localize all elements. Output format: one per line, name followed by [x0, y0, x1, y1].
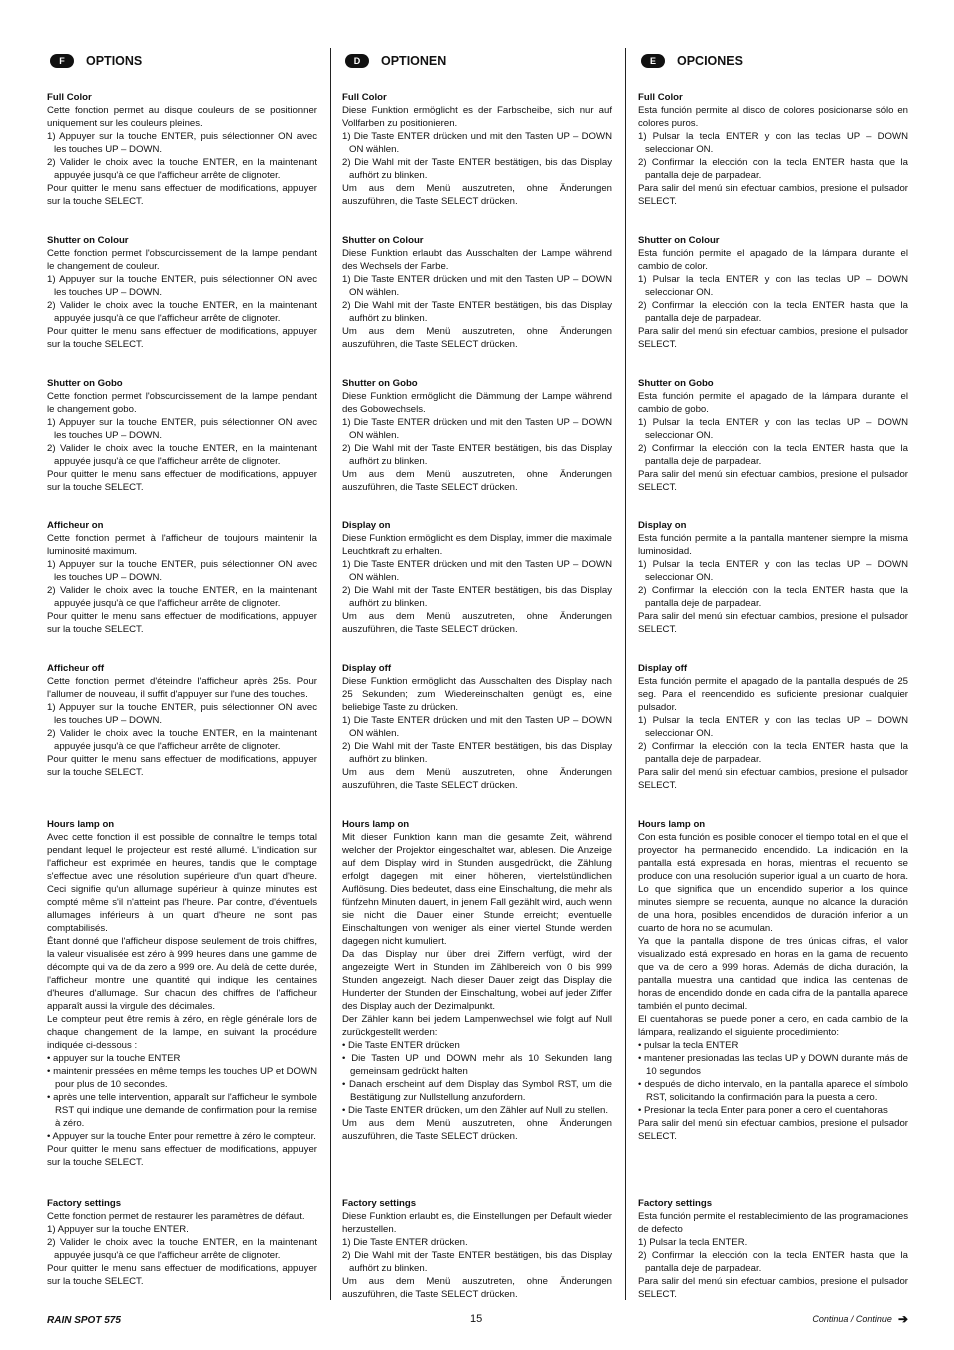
option-section — [342, 234, 612, 351]
paragraph: Para salir del menú sin efectuar cambios, presione el pulsador SELECT. — [638, 326, 908, 350]
option-section — [47, 662, 317, 779]
paragraph: Diese Funktion ermöglicht es dem Display, immer die maximale Leuchtkraft zu erhalten. — [342, 533, 612, 557]
bullet-item: • pulsar la tecla ENTER — [638, 1040, 739, 1051]
paragraph: Ya que la pantalla dispone de tres únicas cifras, el valor visualizado está expresado en horas en la gama de recuento que va de cero a 999 horas. Además de dicha duración, la pantalla muestra una cantidad que indica las centenas de horas de encendido donde en cada cifra de la pantalla aparece también el punto decimal. — [638, 936, 908, 1012]
option-section — [47, 234, 317, 351]
column-title: OPTIONEN — [381, 54, 447, 68]
numbered-step: 1) Die Taste ENTER drücken und mit den Tasten UP – DOWN ON wählen. — [342, 131, 612, 155]
paragraph: Esta función permite al disco de colores posicionarse sólo en colores puros. — [638, 105, 908, 129]
paragraph: Pour quitter le menu sans effectuer de modifications, appuyer sur la touche SELECT. — [47, 611, 317, 635]
option-section — [638, 818, 908, 1143]
option-section — [342, 662, 612, 792]
paragraph: Esta función permite el apagado de la pantalla después de 25 seg. Para el reencendido es suficiente presionar cualquier pulsador. — [638, 676, 908, 713]
numbered-step: 1) Appuyer sur la touche ENTER. — [47, 1224, 189, 1235]
continue-label: Continua / Continue — [812, 1314, 892, 1324]
paragraph: Um aus dem Menü auszutreten, ohne Änderungen auszuführen, die Taste SELECT drücken. — [342, 611, 612, 635]
paragraph: Con esta función es posible conocer el tiempo total en el que el proyector ha permanecido encendido. La indicación en la pantalla está expresada en horas, mientras el recuento se produce con una resolución superior igual a un cuarto de hora. Lo que significa que un encendido superior a los quince minutes siempre se recuenta, aunque no alcance la duración de una hora, posibles encendidos de duración inferior a un cuarto de hora no se acumulan. — [638, 832, 908, 934]
numbered-step: 1) Pulsar la tecla ENTER. — [638, 1237, 748, 1248]
paragraph: Esta función permite el apagado de la lámpara durante el cambio de color. — [638, 248, 908, 272]
option-section — [342, 519, 612, 636]
option-section — [342, 818, 612, 1143]
option-section — [638, 662, 908, 792]
section-title: Shutter on Colour — [47, 235, 129, 246]
numbered-step: 1) Pulsar la tecla ENTER y con las teclas UP – DOWN seleccionar ON. — [638, 417, 908, 441]
paragraph: Diese Funktion ermöglicht die Dämmung der Lampe während des Gobowechsels. — [342, 391, 612, 415]
section-title: Display off — [342, 663, 392, 674]
column-divider — [330, 48, 331, 1300]
bullet-item: • Die Tasten UP und DOWN mehr als 10 Sekunden lang gemeinsam gedrückt halten — [342, 1053, 612, 1077]
numbered-step: 2) Die Wahl mit der Taste ENTER bestätigen, bis das Display aufhört zu blinken. — [342, 1250, 612, 1274]
paragraph: Cette fonction permet l'obscurcissement de la lampe pendant le changement de couleur. — [47, 248, 317, 272]
column-heading — [641, 52, 908, 70]
language-badge: D — [345, 54, 369, 68]
option-section — [638, 91, 908, 208]
paragraph: Para salir del menú sin efectuar cambios, presione el pulsador SELECT. — [638, 611, 908, 635]
option-section — [342, 91, 612, 208]
section-title: Factory settings — [342, 1198, 417, 1209]
paragraph: Para salir del menú sin efectuar cambios, presione el pulsador SELECT. — [638, 469, 908, 493]
option-section — [638, 1197, 908, 1301]
option-section — [342, 1197, 612, 1301]
paragraph: Diese Funktion erlaubt das Ausschalten der Lampe während des Wechsels der Farbe. — [342, 248, 612, 272]
numbered-step: 1) Die Taste ENTER drücken und mit den Tasten UP – DOWN ON wählen. — [342, 559, 612, 583]
paragraph: Cette fonction permet d'éteindre l'afficheur après 25s. Pour l'allumer de nouveau, il suffit d'appuyer sur l'une des touches. — [47, 676, 317, 700]
option-section — [47, 377, 317, 494]
paragraph: Mit dieser Funktion kann man die gesamte Zeit, während welcher der Projektor eingeschaltet war, ablesen. Die Anzeige auf dem Display wird in Stunden ausgedrückt, die Zählung erfolgt dagegen mit einer höheren, viertelstündlichen Auflösung. Dies bedeutet, dass eine Einschaltung, die mehr als fünfzehn Minuten dauert, in jenem Fall gezählt wird, auch wenn sie nicht die Dauer einer Stunde erreicht; eventuelle Einschaltungen von weniger als einer viertel Stunde werden dagegen nicht kumuliert. — [342, 832, 612, 947]
section-title: Shutter on Gobo — [638, 378, 714, 389]
numbered-step: 2) Confirmar la elección con la tecla ENTER hasta que la pantalla deje de parpadear. — [638, 741, 908, 765]
column-divider — [625, 48, 626, 1300]
column-heading — [50, 52, 317, 70]
paragraph: Diese Funktion erlaubt es, die Einstellungen per Default wieder herzustellen. — [342, 1211, 612, 1235]
paragraph: Pour quitter le menu sans effectuer de modifications, appuyer sur la touche SELECT. — [47, 183, 317, 207]
paragraph: Esta función permite el apagado de la lámpara durante el cambio de gobo. — [638, 391, 908, 415]
paragraph: Der Zähler kann bei jedem Lampenwechsel wie folgt auf Null zurückgestellt werden: — [342, 1014, 612, 1038]
paragraph: Um aus dem Menü auszutreten, ohne Änderungen auszuführen, die Taste SELECT drücken. — [342, 326, 612, 350]
section-title: Display off — [638, 663, 688, 674]
bullet-item: • Die Taste ENTER drücken — [342, 1040, 460, 1051]
paragraph: Um aus dem Menü auszutreten, ohne Änderungen auszuführen, die Taste SELECT drücken. — [342, 1276, 612, 1300]
numbered-step: 2) Valider le choix avec la touche ENTER, en la maintenant appuyée jusqu'à ce que l'afficheur arrête de clignoter. — [47, 300, 317, 324]
page-number: 15 — [470, 1313, 483, 1325]
paragraph: Um aus dem Menü auszutreten, ohne Änderungen auszuführen, die Taste SELECT drücken. — [342, 469, 612, 493]
column-heading — [345, 52, 612, 70]
arrow-right-icon: ➔ — [897, 1312, 908, 1326]
product-name: RAIN SPOT 575 — [47, 1315, 121, 1326]
numbered-step: 1) Appuyer sur la touche ENTER, puis sélectionner ON avec les touches UP – DOWN. — [47, 274, 317, 298]
numbered-step: 1) Appuyer sur la touche ENTER, puis sélectionner ON avec les touches UP – DOWN. — [47, 131, 317, 155]
paragraph: Étant donné que l'afficheur dispose seulement de trois chiffres, la valeur visualisée est zéro à 999 heures dans une gamme de décompte qui va de da zero a 999 ore. Au delà de cette durée, l'afficheur montre une quantité qui indique les centaines d'heures d'allumage. Sur chacun des chiffres de l'afficheur apparaît aussi la virgule des décimales. — [47, 936, 317, 1012]
section-title: Afficheur off — [47, 663, 105, 674]
numbered-step: 1) Pulsar la tecla ENTER y con las teclas UP – DOWN seleccionar ON. — [638, 131, 908, 155]
paragraph: Um aus dem Menü auszutreten, ohne Änderungen auszuführen, die Taste SELECT drücken. — [342, 767, 612, 791]
section-title: Display on — [638, 520, 687, 531]
option-section — [342, 377, 612, 494]
numbered-step: 2) Valider le choix avec la touche ENTER, en la maintenant appuyée jusqu'à ce que l'afficheur arrête de clignoter. — [47, 157, 317, 181]
bullet-item: • appuyer sur la touche ENTER — [47, 1053, 181, 1064]
numbered-step: 2) Die Wahl mit der Taste ENTER bestätigen, bis das Display aufhört zu blinken. — [342, 741, 612, 765]
section-title: Full Color — [342, 92, 387, 103]
paragraph: Esta función permite a la pantalla mantener siempre la misma luminosidad. — [638, 533, 908, 557]
bullet-item: • Die Taste ENTER drücken, um den Zähler auf Null zu stellen. — [342, 1105, 609, 1116]
numbered-step: 2) Confirmar la elección con la tecla ENTER hasta que la pantalla deje de parpadear. — [638, 300, 908, 324]
paragraph: Cette fonction permet à l'afficheur de toujours maintenir la luminosité maximum. — [47, 533, 317, 557]
column-title: OPCIONES — [677, 54, 743, 68]
column-german — [342, 52, 612, 1300]
numbered-step: 2) Valider le choix avec la touche ENTER, en la maintenant appuyée jusqu'à ce que l'afficheur arrête de clignoter. — [47, 443, 317, 467]
numbered-step: 1) Die Taste ENTER drücken und mit den Tasten UP – DOWN ON wählen. — [342, 274, 612, 298]
language-badge: E — [641, 54, 665, 68]
numbered-step: 1) Die Taste ENTER drücken und mit den Tasten UP – DOWN ON wählen. — [342, 417, 612, 441]
section-title: Shutter on Gobo — [342, 378, 418, 389]
section-title: Full Color — [638, 92, 683, 103]
paragraph: Para salir del menú sin efectuar cambios, presione el pulsador SELECT. — [638, 767, 908, 791]
language-badge: F — [50, 54, 74, 68]
section-title: Shutter on Colour — [342, 235, 424, 246]
numbered-step: 2) Confirmar la elección con la tecla ENTER hasta que la pantalla deje de parpadear. — [638, 585, 908, 609]
column-spanish — [638, 52, 908, 1300]
option-section — [47, 818, 317, 1169]
paragraph: Cette fonction permet de restaurer les paramètres de défaut. — [47, 1211, 305, 1222]
paragraph: Diese Funktion ermöglicht es der Farbscheibe, sich nur auf Vollfarben zu positionieren. — [342, 105, 612, 129]
numbered-step: 1) Pulsar la tecla ENTER y con las teclas UP – DOWN seleccionar ON. — [638, 274, 908, 298]
numbered-step: 1) Appuyer sur la touche ENTER, puis sélectionner ON avec les touches UP – DOWN. — [47, 702, 317, 726]
paragraph: Um aus dem Menü auszutreten, ohne Änderungen auszuführen, die Taste SELECT drücken. — [342, 183, 612, 207]
numbered-step: 2) Confirmar la elección con la tecla ENTER hasta que la pantalla deje de parpadear. — [638, 157, 908, 181]
section-title: Shutter on Colour — [638, 235, 720, 246]
section-title: Hours lamp on — [638, 819, 706, 830]
paragraph: Pour quitter le menu sans effectuer de modifications, appuyer sur la touche SELECT. — [47, 1263, 317, 1287]
paragraph: Diese Funktion ermöglicht das Ausschalten des Display nach 25 Sekunden; zum Wiedereinschalten genügt es, eine beliebige Taste zu drücken. — [342, 676, 612, 713]
bullet-item: • Appuyer sur la touche Enter pour remettre à zéro le compteur. — [47, 1131, 316, 1142]
continue-note — [812, 1312, 908, 1326]
paragraph: Pour quitter le menu sans effectuer de modifications, appuyer sur la touche SELECT. — [47, 754, 317, 778]
bullet-item: • después de dicho intervalo, en la pantalla aparece el símbolo RST, solicitando la confirmación para la puesta a cero. — [638, 1079, 908, 1103]
bullet-item: • Danach erscheint auf dem Display das Symbol RST, um die Bestätigung zur Nullstellung anzufordern. — [342, 1079, 612, 1103]
paragraph: Da das Display nur über drei Ziffern verfügt, wird der angezeigte Wert in Stunden im Zählbereich von 0 bis 999 Stunden angezeigt. Nach dieser Dauer zeigt das Display die Hunderter der Stunden der Einschaltung, wobei auf jeder Ziffer des Display auch der Dezimalpunkt. — [342, 949, 612, 1012]
numbered-step: 2) Die Wahl mit der Taste ENTER bestätigen, bis das Display aufhört zu blinken. — [342, 585, 612, 609]
numbered-step: 2) Confirmar la elección con la tecla ENTER hasta que la pantalla deje de parpadear. — [638, 1250, 908, 1274]
paragraph: El cuentahoras se puede poner a cero, en cada cambio de la lámpara, realizando el siguiente procedimiento: — [638, 1014, 908, 1038]
paragraph: Para salir del menú sin efectuar cambios, presione el pulsador SELECT. — [638, 1118, 908, 1142]
section-title: Factory settings — [638, 1198, 713, 1209]
numbered-step: 2) Confirmar la elección con la tecla ENTER hasta que la pantalla deje de parpadear. — [638, 443, 908, 467]
option-section — [638, 234, 908, 351]
section-title: Shutter on Gobo — [47, 378, 123, 389]
option-section — [638, 377, 908, 494]
bullet-item: • maintenir pressées en même temps les touches UP et DOWN pour plus de 10 secondes. — [47, 1066, 317, 1090]
numbered-step: 1) Pulsar la tecla ENTER y con las teclas UP – DOWN seleccionar ON. — [638, 715, 908, 739]
option-section — [638, 519, 908, 636]
bullet-item: • après une telle intervention, apparaît sur l'afficheur le symbole RST qui indique une demande de confirmation pour la remise à zéro. — [47, 1092, 317, 1129]
paragraph: Avec cette fonction il est possible de connaître le temps total pendant lequel le projecteur est resté allumé. L'indication sur l'afficheur est exprimée en heures, tandis que le comptage s'effectue avec une résolution supérieure d'un quart d'heure. Ceci signifie qu'un allumage supérieur à quinze minutes est compté même s'il n'atteint pas l'heure. Par contre, d'éventuels allumages inférieurs à un quart d'heure ne sont pas comptabilisés. — [47, 832, 317, 934]
section-title: Afficheur on — [47, 520, 104, 531]
paragraph: Esta función permite el restablecimiento de las programaciones de defecto — [638, 1211, 908, 1235]
section-title: Factory settings — [47, 1198, 122, 1209]
paragraph: Pour quitter le menu sans effectuer de modifications, appuyer sur la touche SELECT. — [47, 1144, 317, 1168]
bullet-item: • mantener presionadas las teclas UP y DOWN durante más de 10 segundos — [638, 1053, 908, 1077]
section-title: Hours lamp on — [342, 819, 410, 830]
numbered-step: 2) Valider le choix avec la touche ENTER, en la maintenant appuyée jusqu'à ce que l'afficheur arrête de clignoter. — [47, 728, 317, 752]
paragraph: Pour quitter le menu sans effectuer de modifications, appuyer sur la touche SELECT. — [47, 469, 317, 493]
paragraph: Cette fonction permet l'obscurcissement de la lampe pendant le changement gobo. — [47, 391, 317, 415]
numbered-step: 2) Die Wahl mit der Taste ENTER bestätigen, bis das Display aufhört zu blinken. — [342, 157, 612, 181]
paragraph: Le compteur peut être remis à zéro, en règle générale lors de chaque changement de la lampe, en suivant la procédure indiquée ci-dessous : — [47, 1014, 317, 1051]
column-french — [47, 52, 317, 1287]
option-section — [47, 91, 317, 208]
paragraph: Pour quitter le menu sans effectuer de modifications, appuyer sur la touche SELECT. — [47, 326, 317, 350]
paragraph: Um aus dem Menü auszutreten, ohne Änderungen auszuführen, die Taste SELECT drücken. — [342, 1118, 612, 1142]
paragraph: Para salir del menú sin efectuar cambios, presione el pulsador SELECT. — [638, 1276, 908, 1300]
section-title: Display on — [342, 520, 391, 531]
numbered-step: 1) Pulsar la tecla ENTER y con las teclas UP – DOWN seleccionar ON. — [638, 559, 908, 583]
option-section — [47, 519, 317, 636]
option-section — [47, 1197, 317, 1288]
numbered-step: 2) Die Wahl mit der Taste ENTER bestätigen, bis das Display aufhört zu blinken. — [342, 300, 612, 324]
section-title: Hours lamp on — [47, 819, 115, 830]
numbered-step: 2) Die Wahl mit der Taste ENTER bestätigen, bis das Display aufhört zu blinken. — [342, 443, 612, 467]
paragraph: Para salir del menú sin efectuar cambios, presione el pulsador SELECT. — [638, 183, 908, 207]
paragraph: Cette fonction permet au disque couleurs de se positionner uniquement sur les couleurs pleines. — [47, 105, 317, 129]
numbered-step: 1) Die Taste ENTER drücken. — [342, 1237, 468, 1248]
numbered-step: 1) Appuyer sur la touche ENTER, puis sélectionner ON avec les touches UP – DOWN. — [47, 559, 317, 583]
section-title: Full Color — [47, 92, 92, 103]
numbered-step: 1) Die Taste ENTER drücken und mit den Tasten UP – DOWN ON wählen. — [342, 715, 612, 739]
numbered-step: 1) Appuyer sur la touche ENTER, puis sélectionner ON avec les touches UP – DOWN. — [47, 417, 317, 441]
numbered-step: 2) Valider le choix avec la touche ENTER, en la maintenant appuyée jusqu'à ce que l'afficheur arrête de clignoter. — [47, 1237, 317, 1261]
bullet-item: • Presionar la tecla Enter para poner a cero el cuentahoras — [638, 1105, 888, 1116]
column-title: OPTIONS — [86, 54, 143, 68]
numbered-step: 2) Valider le choix avec la touche ENTER, en la maintenant appuyée jusqu'à ce que l'afficheur arrête de clignoter. — [47, 585, 317, 609]
